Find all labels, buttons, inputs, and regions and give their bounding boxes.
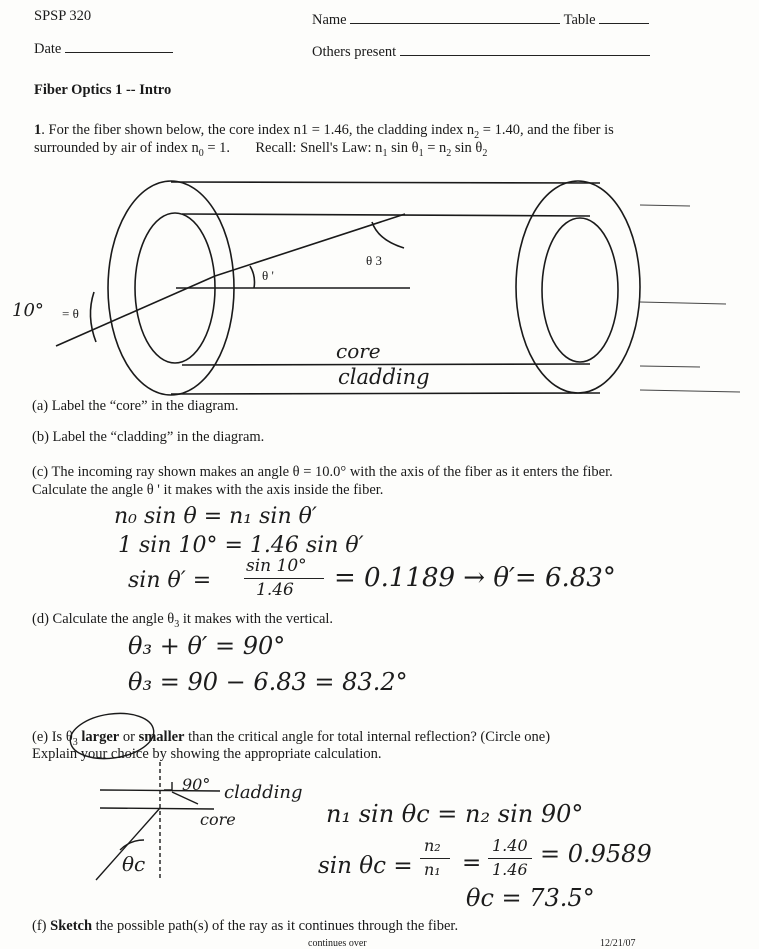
table-label: Table (563, 12, 596, 28)
theta3-label: θ 3 (366, 253, 382, 268)
footer-continues: continues over (308, 938, 367, 949)
hw-d-line2: θ₃ = 90 − 6.83 = 83.2° (128, 668, 408, 696)
part-d: (d) Calculate the angle $\theta_3$ it makes with the vertical. (32, 611, 334, 630)
course-code: SPSP 320 (34, 8, 92, 24)
smaller-option: smaller (138, 729, 185, 745)
handwritten-10-degrees: 10° (12, 300, 44, 321)
hw-c-line2: 1 sin 10° = 1.46 sin θ′ (118, 533, 364, 558)
footer-date: 12/21/07 (600, 938, 636, 949)
page-title: Fiber Optics 1 -- Intro (34, 82, 172, 98)
larger-option: larger (81, 729, 120, 745)
part-f: (f) Sketch the possible path(s) of the ray as it continues through the fiber. (32, 918, 459, 934)
part-b: (b) Label the “cladding” in the diagram. (32, 429, 265, 445)
hw-e-frac2-den: 1.46 (492, 860, 528, 879)
handwritten-core-label: core (336, 339, 381, 363)
part-e-line2: Explain your choice by showing the appropriate calculation. (32, 746, 382, 762)
hw-e-core: core (200, 810, 236, 829)
others-present-label: Others present (312, 42, 650, 61)
part-e-line1: (e) Is $\theta_3$ larger or smaller than the critical angle for total internal reflection? (Circle one) (32, 729, 551, 748)
hw-e-line2-start: sin θc = (318, 853, 413, 879)
theta-prime-label: θ ' (262, 268, 274, 283)
hw-c-line3-start: sin θ′ = (128, 568, 212, 593)
part-a: (a) Label the “core” in the diagram. (32, 398, 239, 414)
hw-c-line1: n₀ sin θ = n₁ sin θ′ (114, 504, 317, 529)
part-c-line1: (c) The incoming ray shown makes an angle θ = 10.0° with the axis of the fiber as it enters the fiber. (32, 464, 613, 480)
hw-e-line2-end: = 0.9589 (540, 840, 652, 868)
problem-1-line2: surrounded by air of index $n_0 = 1$. Recall: Snell's Law: $n_1$ $\sin \theta_1 = n_2$ $\sin \theta_2$ (34, 140, 488, 159)
hw-e-thetac: θc (122, 852, 146, 876)
hw-c-frac-num: sin 10° (246, 556, 307, 576)
hw-e-line3: θc = 73.5° (466, 884, 595, 912)
hw-e-eq: = (462, 850, 482, 876)
handwritten-cladding-label: cladding (338, 365, 430, 389)
hw-c-frac-den: 1.46 (256, 580, 294, 600)
hw-e-frac1-num: n₂ (424, 836, 441, 855)
hw-e-line1: n₁ sin θc = n₂ sin 90° (326, 800, 584, 828)
hw-d-line1: θ₃ + θ′ = 90° (128, 632, 286, 660)
hw-e-frac1-den: n₁ (424, 860, 441, 879)
problem-1-line1: 1. For the fiber shown below, the core index n1 = 1.46, the cladding index $n_2 = 1.40$, and the fiber is (34, 122, 614, 141)
hw-c-line3-end: = 0.1189 → θ′= 6.83° (334, 563, 616, 593)
name-label: Name Table (312, 10, 649, 29)
hw-e-frac2-num: 1.40 (492, 836, 528, 855)
larger-circle (67, 708, 156, 763)
theta-label: = θ (62, 306, 79, 321)
date-label: Date (34, 39, 173, 58)
hw-e-cladding: cladding (224, 782, 303, 803)
hw-e-90: 90° (182, 775, 211, 794)
part-c-line2: Calculate the angle θ ' it makes with the axis inside the fiber. (32, 482, 384, 498)
